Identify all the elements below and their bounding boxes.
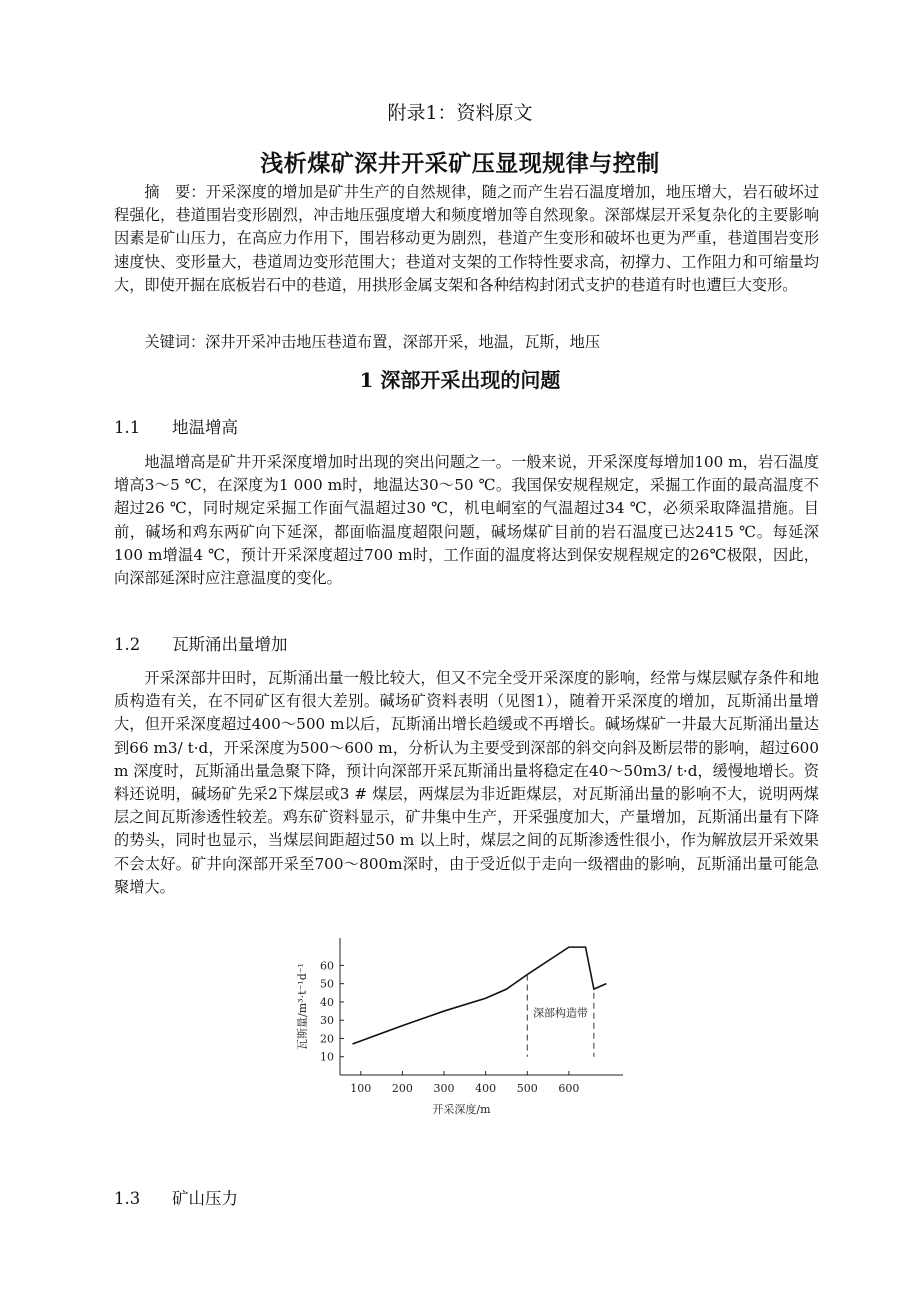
appendix-heading: 附录1：资料原文 xyxy=(387,102,533,124)
y-tick-label: 60 xyxy=(320,959,334,973)
abstract xyxy=(114,181,819,297)
x-tick-label: 600 xyxy=(558,1082,580,1095)
x-tick-label: 200 xyxy=(391,1082,413,1095)
paper-title: 浅析煤矿深井开采矿压显现规律与控制 xyxy=(260,150,660,177)
annotation-label: 深部构造带 xyxy=(533,1006,589,1020)
x-axis-title: 开采深度/m xyxy=(432,1103,491,1116)
subsection-title: 瓦斯涌出量增加 xyxy=(172,635,288,654)
keywords-label: 关键词： xyxy=(144,333,206,351)
figure-1-chart xyxy=(288,930,638,1130)
subsection-heading-1-1 xyxy=(114,414,238,438)
gas-depth-chart xyxy=(288,930,638,1130)
subsection-title: 地温增高 xyxy=(172,418,238,437)
subsection-heading-1-3 xyxy=(114,1185,238,1209)
x-tick-label: 400 xyxy=(475,1082,497,1095)
subsection-heading-1-2 xyxy=(114,631,288,655)
paragraph-gas-emission: 开采深部井田时，瓦斯涌出量一般比较大，但又不完全受开采深度的影响，经常与煤层赋存条件和地质构造有关，在不同矿区有很大差别。碱场矿资料表明（见图1），随着开采深度的增加，瓦斯涌出量增大，但开采深度超过400～500 m以后，瓦斯涌出增长趋缓或不再增长。碱场煤矿一井最大瓦斯涌出量达到66 m3/ t·d，开采深度为500～600 m，分析认为主要受到深部的斜交向斜及断层带的影响，超过600 m 深度时，瓦斯涌出量急聚下降，预计向深部开采瓦斯涌出量将稳定在40～50m3/ t·d，缓慢地增长。资料还说明，碱场矿先采2下煤层或3 # 煤层，两煤层为非近距煤层，对瓦斯涌出量的影响不大，说明两煤层之间瓦斯渗透性较差。鸡东矿资料显示，矿井集中生产，开采强度加大，产量增加，瓦斯涌出量有下降的势头，同时也显示，当煤层间距超过50 m 以上时，煤层之间的瓦斯渗透性很小，作为解放层开采效果不会太好。矿井向深部开采至700～800m深时，由于受近似于走向一级褶曲的影响，瓦斯涌出量可能急聚增大。 xyxy=(114,669,819,896)
keywords xyxy=(114,331,819,354)
y-tick-label: 30 xyxy=(320,1014,334,1028)
x-tick-label: 500 xyxy=(516,1082,538,1095)
subsection-title: 矿山压力 xyxy=(172,1189,238,1208)
subsection-number: 1.3 xyxy=(114,1189,141,1208)
y-tick-label: 50 xyxy=(320,977,334,991)
abstract-text: 开采深度的增加是矿井生产的自然规律，随之而产生岩石温度增加，地压增大，岩石破坏过程强化，巷道围岩变形剧烈，冲击地压强度增大和频度增加等自然现象。深部煤层开采复杂化的主要影响因素是矿山压力，在高应力作用下，围岩移动更为剧烈，巷道产生变形和破坏也更为严重，巷道围岩变形速度快、变形量大，巷道周边变形范围大；巷道对支架的工作特性要求高，初撑力、工作阻力和可缩量均大，即使开掘在底板岩石中的巷道，用拱形金属支架和各种结构封闭式支护的巷道有时也遭巨大变形。 xyxy=(114,183,820,294)
abstract-label: 摘 要： xyxy=(144,183,206,201)
y-tick-label: 40 xyxy=(320,995,334,1009)
subsection-number: 1.2 xyxy=(114,635,141,654)
y-tick-label: 20 xyxy=(320,1032,334,1046)
paragraph-ground-temperature: 地温增高是矿井开采深度增加时出现的突出问题之一。一般来说，开采深度每增加100 m，岩石温度增高3～5 ℃，在深度为1 000 m时，地温达30～50 ℃。我国保安规程规定，采掘工作面的最高温度不超过26 ℃，同时规定采掘工作面气温超过30 ℃，机电峒室的气温超过34 ℃，必须采取降温措施。目前，碱场和鸡东两矿向下延深，都面临温度超限问题，碱场煤矿目前的岩石温度已达2415 ℃。每延深100 m增温4 ℃，预计开采深度超过700 m时，工作面的温度将达到保安规程规定的26℃极限，因此，向深部延深时应注意温度的变化。 xyxy=(114,453,819,588)
y-tick-label: 10 xyxy=(320,1050,334,1064)
x-tick-label: 300 xyxy=(433,1082,455,1095)
keywords-text: 深井开采冲击地压巷道布置，深部开采，地温，瓦斯，地压 xyxy=(205,333,601,351)
section-heading: 1 深部开采出现的问题 xyxy=(359,368,561,392)
x-tick-label: 100 xyxy=(350,1082,372,1095)
y-axis-title: 瓦斯量/m³·t⁻¹d⁻¹ xyxy=(296,963,309,1050)
subsection-number: 1.1 xyxy=(114,418,141,437)
series-line xyxy=(352,947,606,1044)
